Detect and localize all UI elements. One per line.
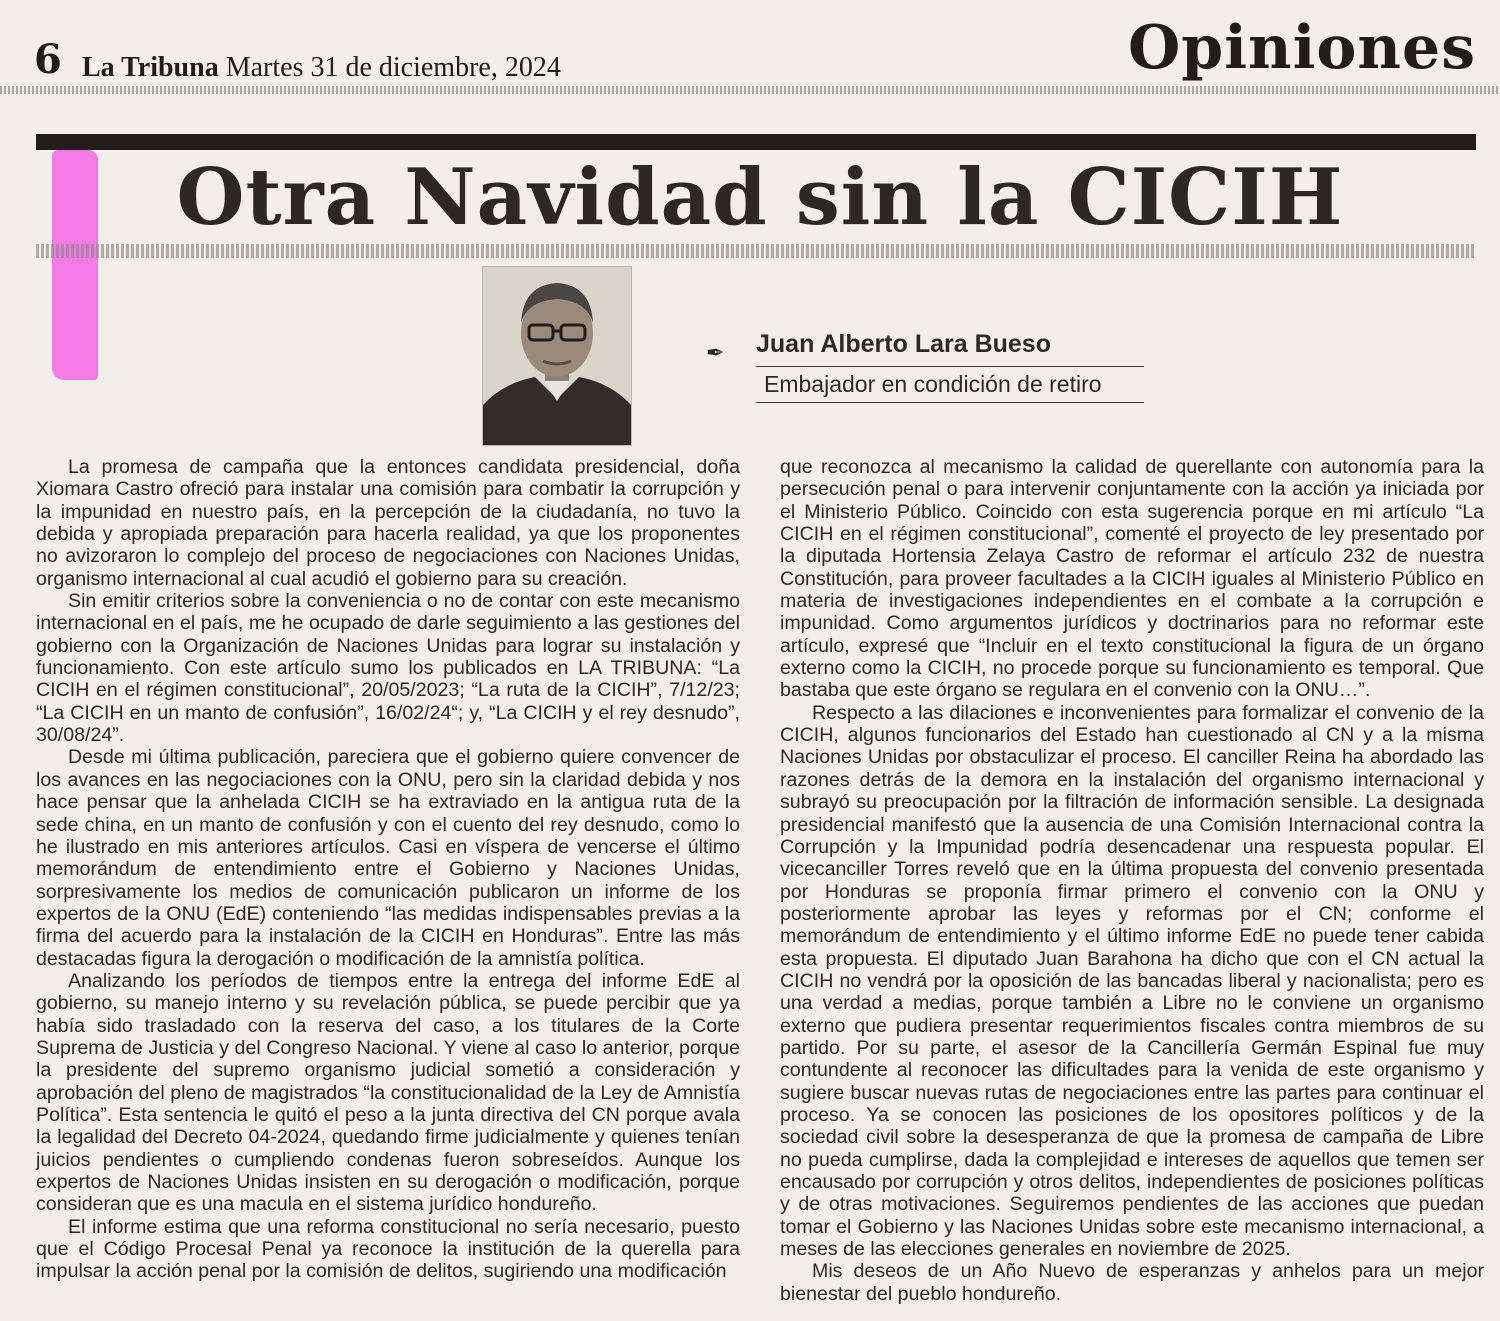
page-number: 6	[34, 36, 62, 83]
paragraph: El informe estima que una reforma constitucional no sería necesario, puesto que el Código Procesal Penal ya reconoce la institución de la querella para impulsar la acción penal por la comisión de delitos, sugiriendo una modificación	[36, 1215, 740, 1283]
paragraph: que reconozca al mecanismo la calidad de querellante con autonomía para la persecución penal o para intervenir conjuntamente con la acción ya iniciada por el Ministerio Público. Coincido con esta sugerencia porque en mi artículo “La CICIH en el régimen constitucional”, comenté el proyecto de ley presentado por la diputada Hortensia Zelaya Castro de reformar el artículo 232 de nuestra Constitución, para proveer facultades a la CICIH iguales al Ministerio Público en materia de investigaciones independientes en el combate a la corrupción e impunidad. Como argumentos jurídicos y doctrinarios para no reformar este artículo, expresé que “Incluir en el texto constitucional la figura de un órgano externo como la CICIH, no procede porque su funcionamiento es temporal. Que bastaba que este órgano se regulara en el convenio con la ONU…”.	[780, 456, 1484, 702]
headline: Otra Navidad sin la CICIH	[176, 152, 1344, 243]
issue-date: Martes 31 de diciembre, 2024	[225, 52, 561, 83]
author-photo	[482, 266, 632, 446]
header-divider	[0, 86, 1500, 94]
author-portrait-icon	[483, 267, 631, 445]
author-divider	[756, 402, 1144, 403]
article-column-left	[36, 456, 740, 1283]
paragraph: Sin emitir criterios sobre la conveniencia o no de contar con este mecanismo internacional en el país, me he ocupado de darle seguimiento a las gestiones del gobierno con la Organización de Naciones Unidas para lograr su instalación y funcionamiento. Con este artículo sumo los publicados en LA TRIBUNA: “La CICIH en el régimen constitucional”, 20/05/2023; “La ruta de la CICIH”, 7/12/23; “La CICIH en un manto de confusión”, 16/02/24“; y, “La CICIH y el rey desnudo”, 30/08/24”.	[36, 590, 740, 747]
paragraph: Mis deseos de un Año Nuevo de esperanzas y anhelos para un mejor bienestar del pueblo hondureño.	[780, 1260, 1484, 1305]
headline-bottom-rule	[36, 244, 1476, 258]
article-column-right	[780, 456, 1484, 1305]
paragraph: Analizando los períodos de tiempos entre la entrega del informe EdE al gobierno, su manejo interno y su revelación pública, se puede percibir que ya había sido trasladado con la reserva del caso, a los titulares de la Corte Suprema de Justicia y del Congreso Nacional. Y viene al caso lo anterior, porque la presidente del supremo organismo judicial sometió a consideración y aprobación del pleno de magistrados “la constitucionalidad de la Ley de Amnistía Política”. Esta sentencia le quitó el peso a la junta directiva del CN porque avala la legalidad del Decreto 04-2024, quedando firme judicialmente y quienes tenían juicios pendientes o cumpliendo condenas fueron sobreseídos. Aunque los expertos de Naciones Unidas insisten en su derogación o modificación, porque consideran que es una macula en el sistema jurídico hondureño.	[36, 969, 740, 1216]
masthead	[82, 50, 561, 86]
paragraph: Respecto a las dilaciones e inconvenientes para formalizar el convenio de la CICIH, algunos funcionarios del Estado han cuestionado al CN y a la misma Naciones Unidas por obstaculizar el proceso. El canciller Reina ha abordado las razones detrás de la demora en la instalación del organismo internacional y subrayó su preocupación por la filtración de información sensible. La designada presidencial manifestó que la ausencia de una Comisión Internacional contra la Corrupción y la Impunidad podría desencadenar una respuesta popular. El vicecanciller Torres reveló que en la última propuesta del convenio presentada por Honduras se proponía firmar primero el convenio con la ONU y posteriormente aprobar las leyes y reformas por el CN; conforme el memorándum de entendimiento y el último informe EdE no puede tener cabida esta propuesta. El diputado Juan Barahona ha dicho que con el CN actual la CICIH no vendrá por la oposición de las bancadas liberal y nacionalista; pero es una verdad a medias, porque también a Libre no le conviene un organismo externo que pudiera presentar requerimientos fiscales contra miembros de su partido. Por su parte, el asesor de la Cancillería Germán Espinal fue muy contundente al reconocer las dificultades para la venida de este organismo y sugiere buscar nuevas rutas de negociaciones entre las partes para continuar el proceso. Ya se conocen las posiciones de los opositores políticos y de la sociedad civil sobre la desesperanza de que la promesa de campaña de Libre no pueda cumplirse, dada la complejidad e intereses de aquellos que temen ser encausado por corrupción y otros delitos, independientes de posiciones políticas y de otras motivaciones. Seguiremos pendientes de las acciones que puedan tomar el Gobierno y las Naciones Unidas sobre este mecanismo internacional, a meses de las elecciones generales en noviembre de 2025.	[780, 701, 1484, 1261]
headline-top-rule	[36, 134, 1476, 150]
newspaper-name: La Tribuna	[82, 52, 219, 83]
paragraph: Desde mi última publicación, pareciera que el gobierno quiere convencer de los avances en las negociaciones con la ONU, pero sin la claridad debida y nos hace pensar que la anhelada CICIH se ha extraviado en la antigua ruta de la sede china, en un manto de confusión y con el cuento del rey desnudo, como lo he ilustrado en mis anteriores artículos. Casi en víspera de vencerse el último memorándum de entendimiento entre el Gobierno y Naciones Unidas, sorpresivamente los medios de comunicación publicaron un informe de los expertos de la ONU (EdE) conteniendo “las medidas indispensables previas a la firma del acuerdo para la instalación de la CICIH en Honduras”. Entre las más destacadas figura la derogación o modificación de la amnistía política.	[36, 746, 740, 970]
section-title: Opiniones	[1127, 13, 1476, 83]
pen-nib-icon: ✒	[706, 340, 725, 365]
author-divider	[756, 366, 1144, 367]
author-name: Juan Alberto Lara Bueso	[756, 330, 1051, 358]
paragraph: La promesa de campaña que la entonces candidata presidencial, doña Xiomara Castro ofreció para instalar una comisión para combatir la corrupción y la impunidad en nuestro país, en la percepción de la ciudadanía, no tuvo la debida y apropiada preparación para hacerla realidad, ya que los proponentes no avizoraron lo complejo del proceso de negociaciones con Naciones Unidas, organismo internacional al cual acudió el gobierno para su creación.	[36, 456, 740, 590]
author-role: Embajador en condición de retiro	[764, 371, 1102, 397]
